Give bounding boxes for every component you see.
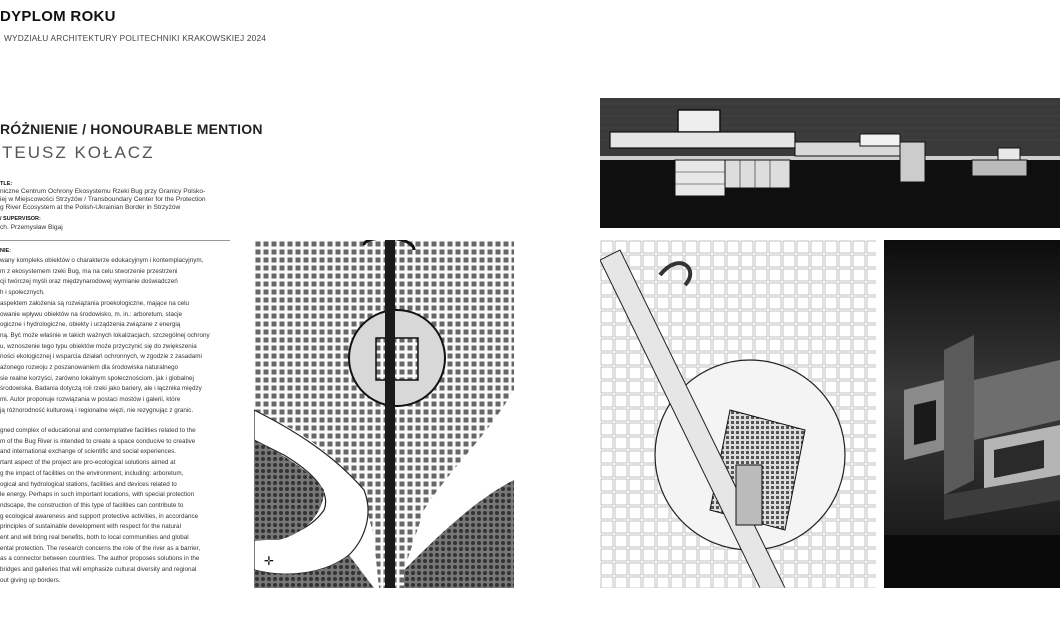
axonometric-plan-drawing	[600, 240, 876, 588]
supervisor-name: ch. Przemysław Bigaj	[0, 224, 63, 231]
perspective-render-image	[884, 240, 1060, 588]
supervisor-label: / SUPERVISOR:	[0, 216, 41, 222]
project-title-line: niczne Centrum Ochrony Ekosystemu Rzeki Bug przy Granicy Polsko-	[0, 188, 206, 195]
cross-section-drawing	[600, 98, 1060, 228]
description-english: gned complex of educational and contemplative facilities related to the m of the Bug River is intended to create a space conducive to creative and international exchange of scientific and social experiences. rtant aspect of the project are pro-ecological solutions aimed at g the impact of facilities on the environment, including: arboretum, ogical and hydrological stations, facilities and devices related to le energy. Perhaps in such important locations, with special protection ndscape, the construction of this type of facilities can contribute to g ecological awareness and support protective activities, in accordance principles of sustainable development with respect for the natural ent and will bring real benefits, both to local communities and global ental protection. The research concerns the role of the river as a barrier, as a connector between countries. The author proposes solutions in the bridges and galleries that will emphasize cultural diversity and regional out giving up borders.	[0, 427, 201, 584]
svg-text:✛: ✛	[264, 554, 275, 568]
project-title	[0, 188, 240, 212]
award-label: RÓŻNIENIE / HONOURABLE MENTION	[0, 121, 263, 137]
project-title-line: g River Ecosystem at the Polish-Ukrainian Border in Strzyżów	[0, 204, 181, 211]
title-label: TLE:	[0, 181, 13, 187]
description-polish: wany kompleks obiektów o charakterze edukacyjnym i kontemplacyjnym, m z ekosystemem rzeki Bug, ma na celu stworzenie przestrzeni cji twórczej myśli oraz międzynarodowej wymianie doświadczeń h i społecznych. aspektem założenia są rozwiązania proekologiczne, mające na celu owanie wpływu obiektów na środowisko, m. in.: arboretum, stacje ogiczne i hydrologiczne, obiekty i urządzenia związane z energią ną. Być może właśnie w takich ważnych lokalizacjach, szczególnej ochrony u, wznoszenie tego typu obiektów może przyczynić się do zwiększenia ności ekologicznej i wsparcia działań ochronnych, w zgodzie z zasadami ażonego rozwoju z poszanowaniem dla środowiska naturalnego sie realne korzyści, zarówno lokalnym społecznościom, jak i globalnej środowiska. Badania dotyczą roli rzeki jako bariery, ale i łącznika między mi. Autor proponuje rozwiązania w postaci mostów i galerii, które ją różnorodność kulturową i regionalne więzi, nie rezygnując z granic.	[0, 257, 210, 414]
site-plan-drawing	[254, 240, 514, 588]
header-subtitle: WYDZIAŁU ARCHITEKTURY POLITECHNIKI KRAKOWSKIEJ 2024	[4, 33, 267, 43]
description-label: NIE:	[0, 248, 11, 254]
author-name: TEUSZ KOŁACZ	[2, 143, 155, 162]
divider	[0, 240, 230, 241]
header-title: DYPLOM ROKU	[0, 8, 116, 25]
project-title-line: iej w Miejscowości Strzyżów / Transboundary Center for the Protection	[0, 196, 206, 203]
